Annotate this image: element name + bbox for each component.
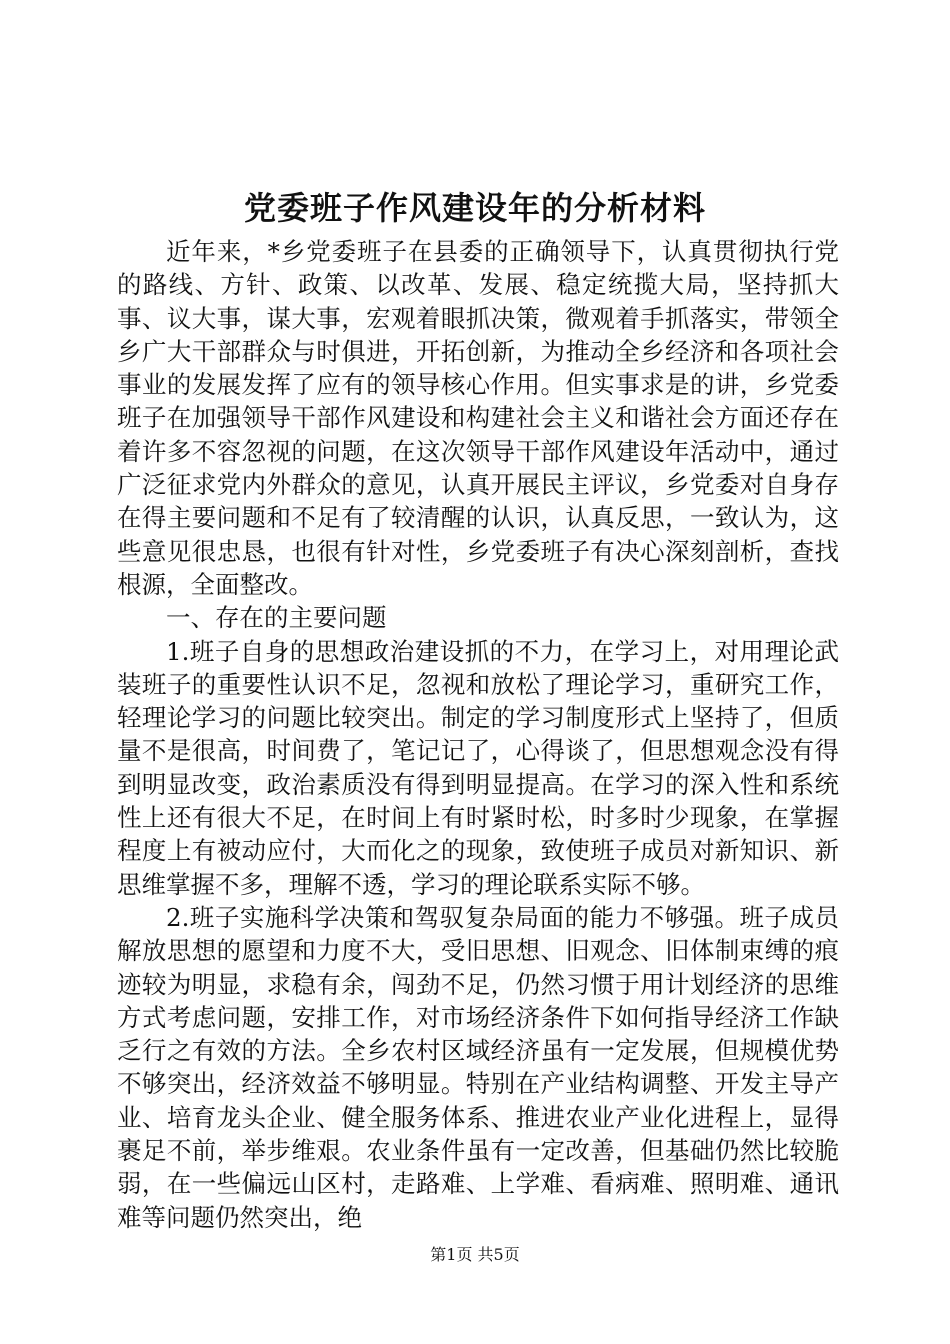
page-number-footer: 第1页 共5页 <box>430 1245 520 1264</box>
section-heading-main-problems: 一、存在的主要问题 <box>166 603 387 633</box>
paragraph-intro: 近年来，*乡党委班子在县委的正确领导下，认真贯彻执行党的路线、方针、政策、以改革、发展、稳定统揽大局，坚持抓大事、议大事，谋大事，宏观着眼抓决策，微观着手抓落实，带领全乡广大干部群众与时俱进，开拓创新，为推动全乡经济和各项社会事业的发展发挥了应有的领导核心作用。但实事求是的讲，乡党委班子在加强领导干部作风建设和构建社会主义和谐社会方面还存在着许多不容忽视的问题，在这次领导干部作风建设年活动中，通过广泛征求党内外群众的意见，认真开展民主评议，乡党委对自身存在得主要问题和不足有了较清醒的认识，认真反思，一致认为，这些意见很忠恳，也很有针对性，乡党委班子有决心深刻剖析，查找根源，全面整改。 <box>117 237 839 599</box>
paragraph-problem-1: 1.班子自身的思想政治建设抓的不力，在学习上，对用理论武装班子的重要性认识不足，忽视和放松了理论学习，重研究工作，轻理论学习的问题比较突出。制定的学习制度形式上坚持了，但质量不是很高，时间费了，笔记记了，心得谈了，但思想观念没有得到明显改变，政治素质没有得到明显提高。在学习的深入性和系统性上还有很大不足，在时间上有时紧时松，时多时少现象，在掌握程度上有被动应付，大而化之的现象，致使班子成员对新知识、新思维掌握不多，理解不透，学习的理论联系实际不够。 <box>117 636 839 899</box>
paragraph-problem-2: 2.班子实施科学决策和驾驭复杂局面的能力不够强。班子成员解放思想的愿望和力度不大，受旧思想、旧观念、旧体制束缚的痕迹较为明显，求稳有余，闯劲不足，仍然习惯于用计划经济的思维方式考虑问题，安排工作，对市场经济条件下如何指导经济工作缺乏行之有效的方法。全乡农村区域经济虽有一定发展，但规模优势不够突出，经济效益不够明显。特别在产业结构调整、开发主导产业、培育龙头企业、健全服务体系、推进农业产业化进程上，显得裹足不前，举步维艰。农业条件虽有一定改善，但基础仍然比较脆弱，在一些偏远山区村，走路难、上学难、看病难、照明难、通讯难等问题仍然突出，绝 <box>117 902 839 1232</box>
document-title: 党委班子作风建设年的分析材料 <box>243 189 706 227</box>
document-body <box>117 235 839 1234</box>
